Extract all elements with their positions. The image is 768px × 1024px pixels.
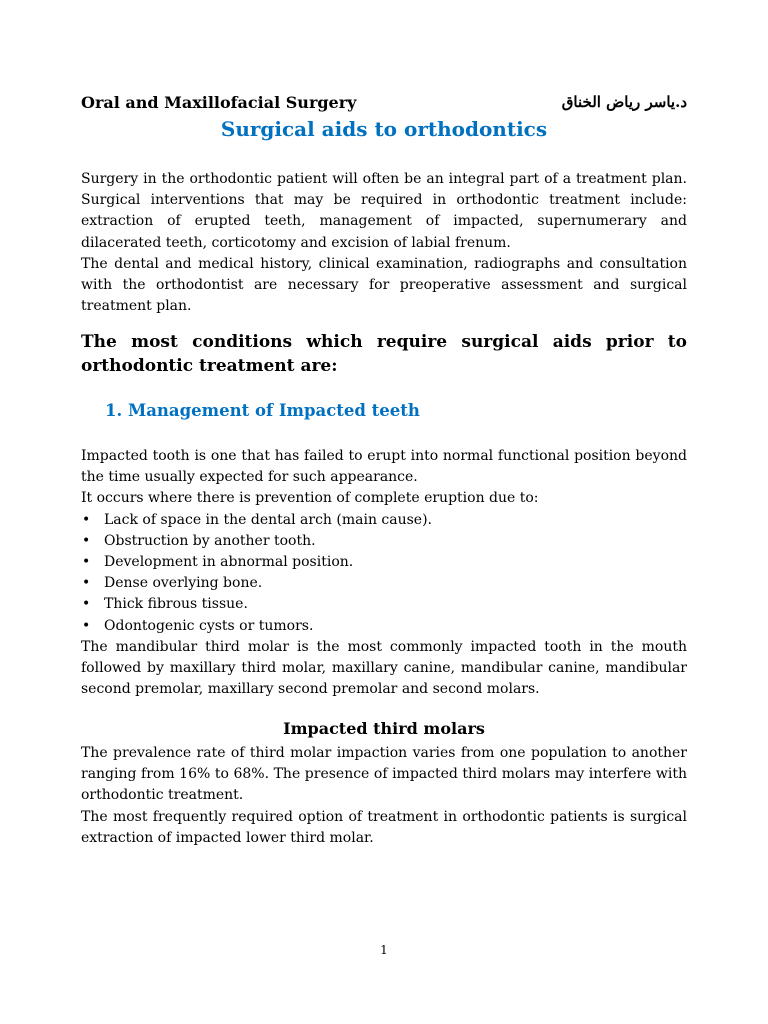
intro-section — [81, 169, 687, 317]
list-item: • Development in abnormal position. — [81, 552, 687, 573]
third-molars-paragraph: The prevalence rate of third molar impaction varies from one population to another ranging from 16% to 68%. The presence of impacted third molars may interfere with orthodontic treatment. — [81, 745, 687, 804]
definition-paragraph: Impacted tooth is one that has failed to erupt into normal functional position beyond the time usually expected for such appearance. — [81, 448, 687, 486]
conditions-heading: The most conditions which require surgical aids prior to orthodontic treatment are: — [81, 332, 687, 376]
third-molars-heading: Impacted third molars — [283, 719, 485, 738]
third-molars-paragraph: The most frequently required option of treatment in orthodontic patients is surgical extraction of impacted lower third molar. — [81, 808, 687, 846]
section-heading-impacted-teeth: 1. Management of Impacted teeth — [105, 401, 420, 420]
frequency-paragraph: The mandibular third molar is the most commonly impacted tooth in the mouth followed by maxillary third molar, maxillary canine, mandibular canine, mandibular second premolar, maxillary second premolar and second molars. — [81, 638, 687, 698]
author-name: د.ياسر رياض الخناق — [561, 93, 687, 111]
impacted-teeth-section — [81, 446, 687, 700]
causes-list — [81, 510, 687, 637]
intro-paragraph: Surgery in the orthodontic patient will often be an integral part of a treatment plan. Surgical interventions that may be required in orthodontic treatment include: extraction of erupted teeth, management of impacted, supernumerary and dilacerated teeth, corticotomy and excision of labial frenum. — [81, 171, 687, 251]
page-number: 1 — [380, 943, 388, 957]
page-title: Surgical aids to orthodontics — [220, 117, 548, 141]
list-item: • Lack of space in the dental arch (main cause). — [81, 510, 687, 531]
bullet-icon: • — [82, 617, 91, 634]
bullet-icon: • — [82, 511, 91, 528]
list-item: • Obstruction by another tooth. — [81, 531, 687, 552]
course-title: Oral and Maxillofacial Surgery — [81, 93, 357, 112]
list-item: • Odontogenic cysts or tumors. — [81, 616, 687, 637]
intro-paragraph: The dental and medical history, clinical examination, radiographs and consultation with the orthodontist are necessary for preoperative assessment and surgical treatment plan. — [81, 255, 687, 315]
bullet-icon: • — [82, 554, 91, 571]
list-item: • Thick fibrous tissue. — [81, 594, 687, 615]
bullet-icon: • — [82, 532, 91, 549]
causes-intro: It occurs where there is prevention of complete eruption due to: — [81, 490, 539, 507]
bullet-icon: • — [82, 575, 91, 592]
third-molars-section — [81, 743, 687, 849]
bullet-icon: • — [82, 596, 91, 613]
list-item: • Dense overlying bone. — [81, 573, 687, 594]
